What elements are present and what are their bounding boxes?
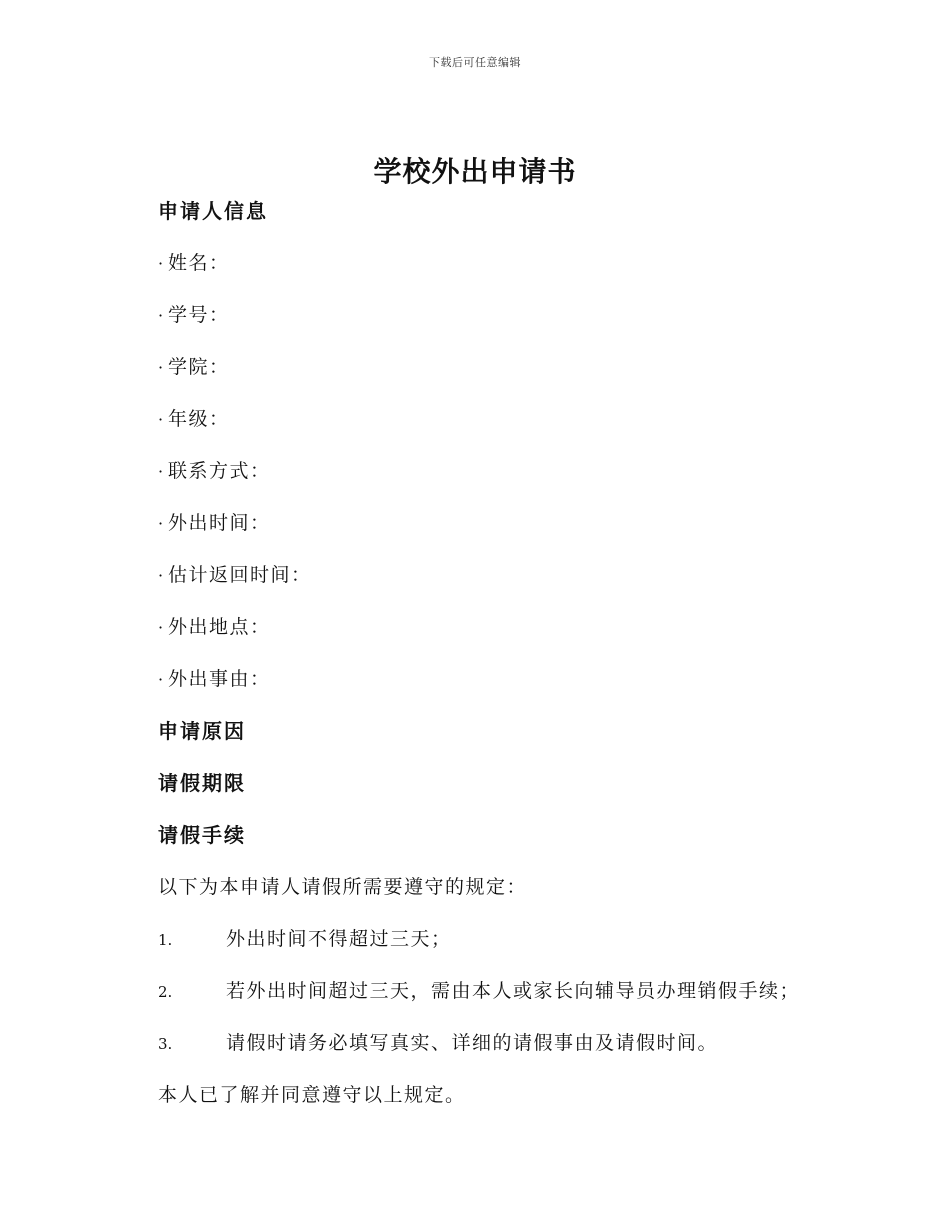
bullet-icon: · xyxy=(158,618,165,637)
bullet-icon: · xyxy=(158,254,165,273)
rule-number: 1. xyxy=(158,931,173,949)
rule-number: 3. xyxy=(158,1035,173,1053)
document-body xyxy=(158,194,858,1130)
bullet-icon: · xyxy=(158,410,165,429)
procedure-intro: 以下为本申请人请假所需要遵守的规定： xyxy=(158,876,528,898)
field-label: 姓名： xyxy=(168,252,230,274)
rule-item xyxy=(158,974,858,1026)
field-contact xyxy=(158,454,858,506)
rule-item xyxy=(158,1026,858,1078)
bullet-icon: · xyxy=(158,670,165,689)
field-label: 外出地点： xyxy=(168,616,271,638)
field-label: 联系方式： xyxy=(168,460,271,482)
field-college xyxy=(158,350,858,402)
field-label: 年级： xyxy=(168,408,230,430)
field-label: 外出事由： xyxy=(168,668,271,690)
section-heading-reason: 申请原因 xyxy=(158,719,246,743)
field-departure-time xyxy=(158,506,858,558)
closing-statement: 本人已了解并同意遵守以上规定。 xyxy=(158,1084,466,1106)
page-header-note: 下载后可任意编辑 xyxy=(429,56,521,69)
section-heading-period: 请假期限 xyxy=(158,771,246,795)
field-purpose xyxy=(158,662,858,714)
bullet-icon: · xyxy=(158,462,165,481)
field-student-id xyxy=(158,298,858,350)
rule-text: 请假时请务必填写真实、详细的请假事由及请假时间。 xyxy=(226,1032,719,1054)
field-destination xyxy=(158,610,858,662)
section-heading-procedure: 请假手续 xyxy=(158,823,246,847)
bullet-icon: · xyxy=(158,306,165,325)
field-label: 学院： xyxy=(168,356,230,378)
rule-text: 若外出时间超过三天，需由本人或家长向辅导员办理销假手续； xyxy=(226,980,801,1002)
field-grade xyxy=(158,402,858,454)
field-label: 学号： xyxy=(168,304,230,326)
rule-text: 外出时间不得超过三天； xyxy=(226,928,452,950)
rule-item xyxy=(158,922,858,974)
bullet-icon: · xyxy=(158,566,165,585)
field-return-time xyxy=(158,558,858,610)
field-name xyxy=(158,246,858,298)
document-title: 学校外出申请书 xyxy=(373,155,577,188)
field-label: 估计返回时间： xyxy=(168,564,312,586)
rule-number: 2. xyxy=(158,983,173,1001)
bullet-icon: · xyxy=(158,514,165,533)
bullet-icon: · xyxy=(158,358,165,377)
field-label: 外出时间： xyxy=(168,512,271,534)
section-heading-applicant-info: 申请人信息 xyxy=(158,199,268,223)
